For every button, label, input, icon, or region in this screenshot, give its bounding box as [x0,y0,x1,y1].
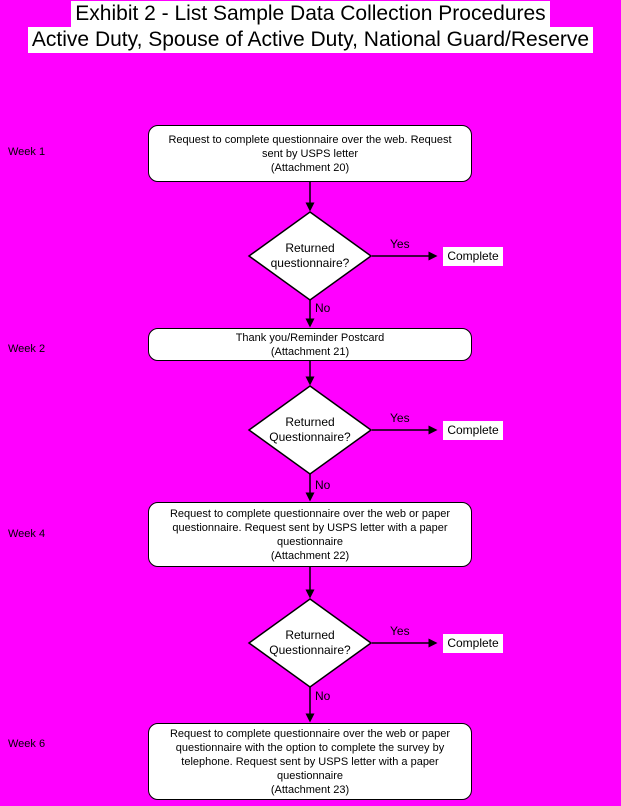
title-line-2: Active Duty, Spouse of Active Duty, National Guard/Reserve [28,27,593,53]
title-line-1: Exhibit 2 - List Sample Data Collection Procedures [71,1,549,27]
process-box-week2 [148,328,472,361]
process-box-week2-text: Thank you/Reminder Postcard [235,331,385,344]
process-box-week6-text: Request to complete questionnaire over the web or paper questionnaire with the option to complete the survey by telephone. Request sent by USPS letter with a paper questionnaire [169,727,451,782]
process-box-week6-attachment: (Attachment 23) [270,783,350,796]
decision-3-yes-label: Yes [390,624,410,638]
decision-2-no-label: No [315,478,331,492]
decision-2-yes-label: Yes [390,411,410,425]
week-label-6: Week 6 [8,738,46,750]
process-box-week6 [148,723,472,800]
week-label-2: Week 2 [8,343,46,355]
page-subtitle [0,27,621,53]
decision-1-yes-label: Yes [390,237,410,251]
complete-terminal-3: Complete [443,634,503,653]
process-box-week1-attachment: (Attachment 20) [270,161,350,174]
decision-1-no-label: No [315,301,331,315]
process-box-week4 [148,502,472,567]
complete-terminal-2: Complete [443,421,503,440]
page-title [0,1,621,27]
process-box-week1-text: Request to complete questionnaire over the web. Request sent by USPS letter [168,133,452,160]
process-box-week2-attachment: (Attachment 21) [270,345,350,358]
complete-terminal-1: Complete [443,247,503,266]
decision-2-question: Returned Questionnaire? [269,415,351,444]
process-box-week1 [148,125,472,182]
week-label-1: Week 1 [8,146,46,158]
decision-3-no-label: No [315,689,331,703]
decision-1-question: Returned questionnaire? [270,241,350,270]
decision-3-question: Returned Questionnaire? [269,628,351,657]
process-box-week4-text: Request to complete questionnaire over the web or paper questionnaire. Request sent by USPS letter with a paper questionnaire [169,507,451,548]
process-box-week4-attachment: (Attachment 22) [270,549,350,562]
week-label-4: Week 4 [8,528,46,540]
